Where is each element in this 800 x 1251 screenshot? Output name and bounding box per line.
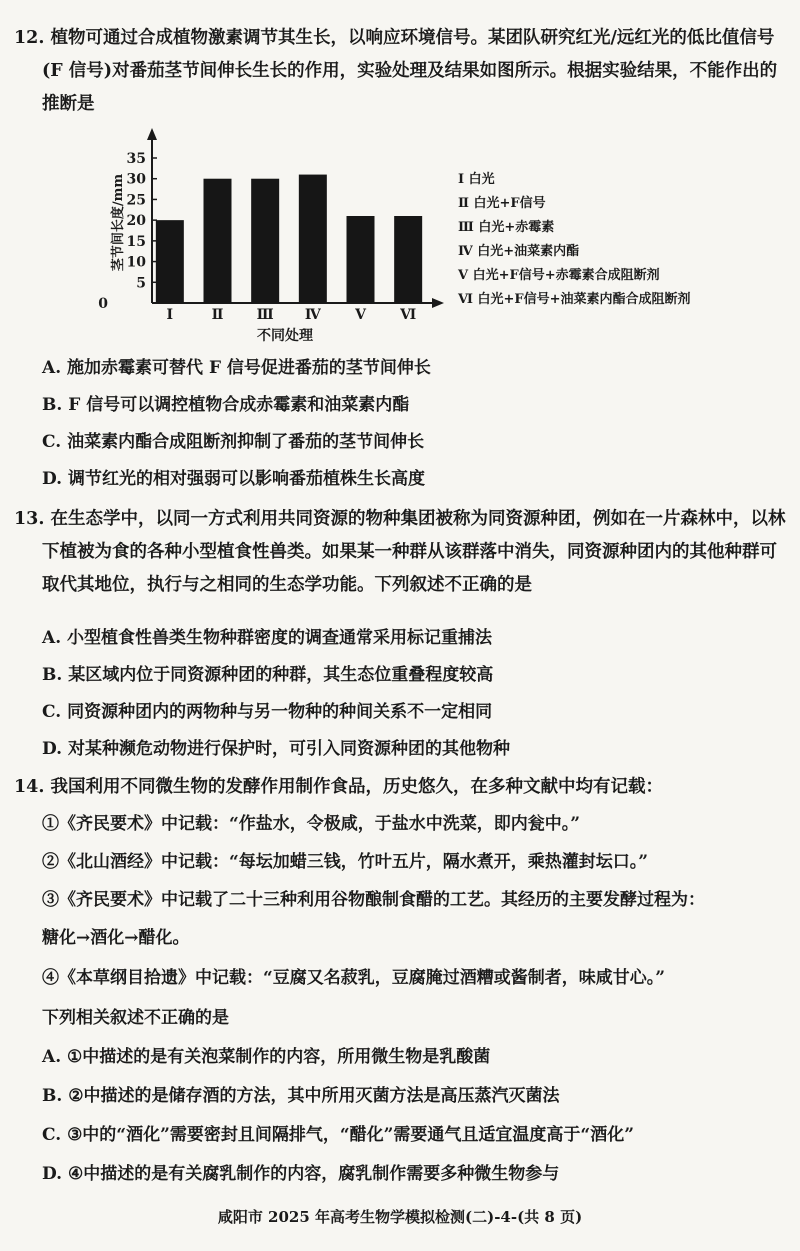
q13-option-d: D. 对某种濒危动物进行保护时，可引入同资源种团的其他物种 (42, 739, 510, 759)
q13-option-b: B. 某区域内位于同资源种团的种群，其生态位重叠程度较高 (42, 665, 494, 685)
q14-record-1: ①《齐民要术》中记载：“作盐水，令极咸，于盐水中洗菜，即内瓮中。” (42, 814, 581, 834)
q13-option-c: C. 同资源种团内的两物种与另一物种的种间关系不一定相同 (42, 702, 493, 722)
x-tick-label: Ⅰ (166, 307, 174, 323)
y-tick-label: 0 (98, 296, 108, 312)
q13-stem-text: 13. 在生态学中，以同一方式利用共同资源的物种集团被称为同资源种团，例如在一片森林中，以林下植被为食的各种小型植食性兽类。如果某一种群从该群落中消失，同资源种团内的其他种群可取代其地位，执行与之相同的生态学功能。下列叙述不正确的是 (14, 509, 786, 595)
q14-option-c: C. ③中的“酒化”需要密封且间隔排气，“醋化”需要通气且适宜温度高于“酒化” (42, 1125, 634, 1145)
q14-record-3: ③《齐民要术》中记载了二十三种利用谷物酿制食醋的工艺。其经历的主要发酵过程为： (42, 890, 705, 910)
x-axis-label: 不同处理 (257, 328, 313, 344)
q14-option-b: B. ②中描述的是储存酒的方法，其中所用灭菌方法是高压蒸汽灭菌法 (42, 1086, 560, 1106)
q12-stem-text: 12. 植物可通过合成植物激素调节其生长，以响应环境信号。某团队研究红光/远红光的低比值信号(F 信号)对番茄茎节间伸长生长的作用，实验处理及结果如图所示。根据实验结果，不能作出的推断是 (14, 28, 778, 114)
bar (251, 179, 279, 303)
bar (394, 216, 422, 303)
bar (347, 216, 375, 303)
q12-bar-chart (100, 130, 450, 345)
bar (156, 220, 184, 303)
q14-record-4: ④《本草纲目拾遗》中记载：“豆腐又名菽乳，豆腐腌过酒糟或酱制者，味咸甘心。” (42, 968, 666, 988)
y-tick-label: 25 (126, 192, 146, 209)
q12-option-b: B. F 信号可以调控植物合成赤霉素和油菜素内酯 (42, 395, 410, 415)
q14-option-d: D. ④中描述的是有关腐乳制作的内容，腐乳制作需要多种微生物参与 (42, 1164, 560, 1184)
legend-item: Ⅴ 白光+F信号+赤霉素合成阻断剂 (458, 268, 660, 283)
x-tick-label: Ⅴ (355, 307, 366, 323)
q14-record-2: ②《北山酒经》中记载：“每坛加蜡三钱，竹叶五片，隔水煮开，乘热灌封坛口。” (42, 852, 649, 872)
y-tick-label: 5 (136, 275, 146, 292)
y-tick-label: 20 (126, 213, 146, 230)
x-tick-label: Ⅱ (211, 307, 224, 323)
x-axis-arrow-icon (432, 298, 444, 308)
q12-option-c: C. 油菜素内酯合成阻断剂抑制了番茄的茎节间伸长 (42, 432, 425, 452)
q12-option-d: D. 调节红光的相对强弱可以影响番茄植株生长高度 (42, 469, 425, 489)
y-tick-label: 15 (126, 233, 146, 250)
legend-item: Ⅵ 白光+F信号+油菜素内酯合成阻断剂 (458, 292, 691, 307)
y-axis-label: 茎节间长度/mm (111, 173, 126, 272)
y-tick-label: 10 (126, 254, 146, 271)
legend-item: Ⅳ 白光+油菜素内酯 (458, 244, 580, 259)
q12-stem (8, 22, 792, 121)
y-axis-arrow-icon (147, 128, 157, 140)
legend-item: Ⅱ 白光+F信号 (458, 196, 546, 211)
chart-legend (458, 168, 691, 312)
x-tick-label: Ⅳ (304, 307, 321, 323)
q14-stem-text: 14. 我国利用不同微生物的发酵作用制作食品，历史悠久，在多种文献中均有记载： (14, 777, 664, 797)
bar (204, 179, 232, 303)
q14-prompt: 下列相关叙述不正确的是 (42, 1008, 229, 1028)
q13-stem (8, 503, 792, 602)
q12-option-a: A. 施加赤霉素可替代 F 信号促进番茄的茎节间伸长 (42, 358, 431, 378)
legend-item: Ⅲ 白光+赤霉素 (458, 220, 555, 235)
y-tick-label: 30 (126, 171, 146, 188)
page-footer: 咸阳市 2025 年高考生物学模拟检测(二)-4-(共 8 页) (217, 1208, 583, 1226)
legend-item: Ⅰ 白光 (458, 172, 495, 187)
q14-option-a: A. ①中描述的是有关泡菜制作的内容，所用微生物是乳酸菌 (42, 1047, 491, 1067)
q14-record-3-cont: 糖化→酒化→醋化。 (42, 928, 190, 948)
bar (299, 175, 327, 303)
x-tick-label: Ⅲ (256, 307, 274, 323)
x-tick-label: Ⅵ (400, 307, 417, 323)
y-tick-label: 35 (126, 151, 146, 167)
q14-stem (8, 771, 792, 804)
q13-option-a: A. 小型植食性兽类生物种群密度的调查通常采用标记重捕法 (42, 628, 493, 648)
chart-bars (156, 175, 422, 303)
